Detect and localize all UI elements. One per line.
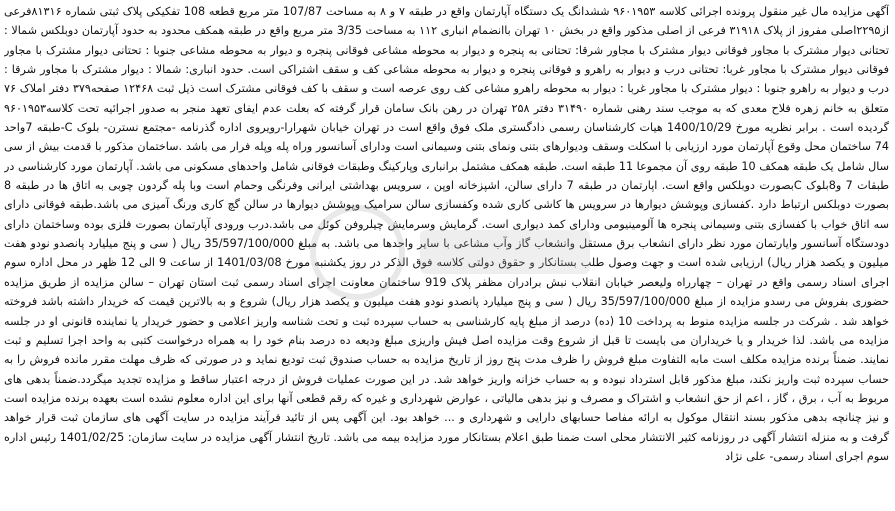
auction-notice-text: آگهی مزایده مال غیر منقول پرونده اجرائی کلاسه ۹۶۰۱۹۵۳ ششدانگ یک دستگاه آپارتمان واقع در طبقه ۷ و ۸ به مساحت 107/87 متر مربع قطعه 108 تفکیکی پلاک ثبتی شماره ۸۱۳۱۶فرعی از۲۲۹۵اصلی مفروز از پلاک ۳۱۹۱۸ فرعی از اصلی مذکور واقع در بخش ۱۰ تهران باانضمام انباری ۱۱۲ به مساحت 3/35 متر مربع واقع در طبقه همکف محدود به حدود آپارتمان دوبلکس شمالا : تحتانی دیوار مشترک با مجاور فوقانی دیوار مشترک با مجاور شرقا: تحتانی به پنجره و دیوار به محوطه مشاعی فوقانی پنجره و دیوار به محوطه مشاعی جنوبا : تحتانی دیوار مشترک با مجاور فوقانی دیوار مشترک با مجاور غربا: تحتانی درب و دیوار به راهرو و فوقانی پنجره و دیوار به محوطه مشاعی کف و سقف اشتراکی است. حدود انباری: شمالا : دیوار مشترک با مجاور شرقا : درب و دیوار به راهرو جنوبا : دیوار مشترک با مجاور غربا : دیوار به محوطه راهرو مشاعی کف روی عرصه است و سقف با کف فوقانی مشترک است ذیل ثبت ۱۲۴۶۸ صفحه۳۷۹ دفتر املاک ۷۶ متعلق به خانم زهره فلاح معدی که به موجب سند رهنی شماره ۳۱۴۹۰ دفتر ۲۵۸ تهران در رهن بانک سامان قرار گرفته که بعلت عدم ایفای تعهد منجر به صدور اجرائیه تحت کلاسه۹۶۰۱۹۵۳ گردیده است . برابر نظریه مورخ 1400/10/29 هیات کارشناسان رسمی دادگستری ملک فوق واقع است در تهران خیابان شهرارا-رویروی اداره گذرنامه -مجتمع نسترن- بلوک C-طبقه 7واحد 74 ساختمان محل وقوع آپارتمان مورد ارزیابی با اسکلت وسقف ودیوارهای بتنی ونمای بتنی وسیمانی است ودارای آسانسور وراه پله وپله فرار می باشد .ساختمان مذکور با قدمت بیش از سی سال شامل یک طبقه همکف 10 طبقه روی آن مجموعا 11 طبقه است. طبقه همکف مشتمل برانباری وپارکینگ وطبقات فوقانی شامل واحدهای مسکونی می باشد. آپارتمان مورد کارشناسی در طبقات 7 و8بلوک Cبصورت دوبلکس واقع است. اپارتمان در طبقه 7 دارای سالن، اشپزخانه اوپن ، سرویس بهداشتی ایرانی وفرنگی وحمام است وبا پله گردون چوبی به اتاق ها در طبقه 8 بصورت دوبلکس ارتباط دارد .کفسازی وپوشش دیوارها در سرویس ها کاشی کاری شده وکفسازی سالن سرامیک وپوشش دیوارها در سالن گچ کاری ورنگ آمیزی می باشد.طبقه فوقانی دارای سه اتاق خواب با کفسازی بتنی وسیمانی پنجره ها آلومینیومی ودارای کمد دیواری است. گرمایش وسرمایش چیلروفن کوئل می باشد.درب ورودی آپارتمان بصورت فلزی بوده وساختمان دارای دودستگاه آسانسور وایارتمان مورد نظر دارای انشعاب برق مستقل وانشعاب گاز وآب مشاعی با سایر واحدها می باشد. به مبلغ 35/597/100/000 ریال ( سی و پنج میلیارد پانصدو نودو هفت میلیون و یکصد هزار ریال) ارزیابی شده است و جهت وصول طلب بستانکار و حقوق دولتی کلاسه فوق الذکر در روز یکشنبه مورخ 1401/03/08 از ساعت 9 الی 12 ظهر در محل اداره سوم اجرای اسناد رسمی واقع در تهران – چهارراه ولیعصر خیابان انقلاب نبش برادران مظفر پلاک 919 ساختمان معاونت اجرای اسناد رسمی ثبت استان تهران – سالن مزایده از طریق مزایده حضوری بفروش می رسدو مزایده از مبلغ 35/597/100/000 ریال ( سی و پنج میلیارد پانصدو نودو هفت میلیون و یکصد هزار ریال) شروع و به بالاترین قیمت که خریدار داشته باشد فروخته خواهد شد . شرکت در جلسه مزایده منوط به پرداخت 10 (ده) درصد از مبلغ پایه کارشناسی به حساب سپرده ثبت و تحت شناسه واریز اعلامی و حضور خریدار یا نماینده قانونی او در جلسه مزایده می باشد. لذا خریدار و یا خریداران می بایست تا قبل از شروع وقت مزایده اصل فیش واریزی مبلغ ودیعه ده درصد بنام خود را به همراه درخواست کتبی به واحد اجرا تسلیم و ثبت نمایند. ضمناً برنده مزایده مکلف است مابه التفاوت مبلغ فروش را ظرف مدت پنج روز از تاریخ مزایده به حساب صندوق ثبت تودیع نماید و در صورتی که ظرف مهلت مقرر مانده فروش را به حساب سپرده ثبت واریز نکند، مبلغ مذکور قابل استرداد نبوده و به حساب خزانه واریز خواهد شد. در این صورت عملیات فروش از درجه اعتبار ساقط و مزایده تجدید میگردد.ضمناً بدهی های مربوط به آب ، برق ، گاز ، اعم از حق انشعاب و اشتراک و مصرف و نیز بدهی مالیاتی ، عوارض شهرداری و غیره که رقم قطعی آنها برای این اداره معلوم نشده است بعهده برنده مزایده است و نیز چنانچه بدهی مذکور بسند انتقال موکول به ارائه مفاصا حسابهای دارایی و شهرداری و ... خواهد بود. این آگهی پس از تائید فرآیند مزایده در سایت آگهی های سازمان ثبت قرار خواهد گرفت و به منزله انتشار آگهی در روزنامه کثیر الانتشار محلی است ضمنا طبق اعلام بستانکار مورد مزایده بیمه می باشد. تاریخ انتشار آگهی مزایده در سایت سازمان: 1401/02/25 رئیس اداره سوم اجرای اسناد رسمی- علی نژاد: [4, 5, 889, 463]
